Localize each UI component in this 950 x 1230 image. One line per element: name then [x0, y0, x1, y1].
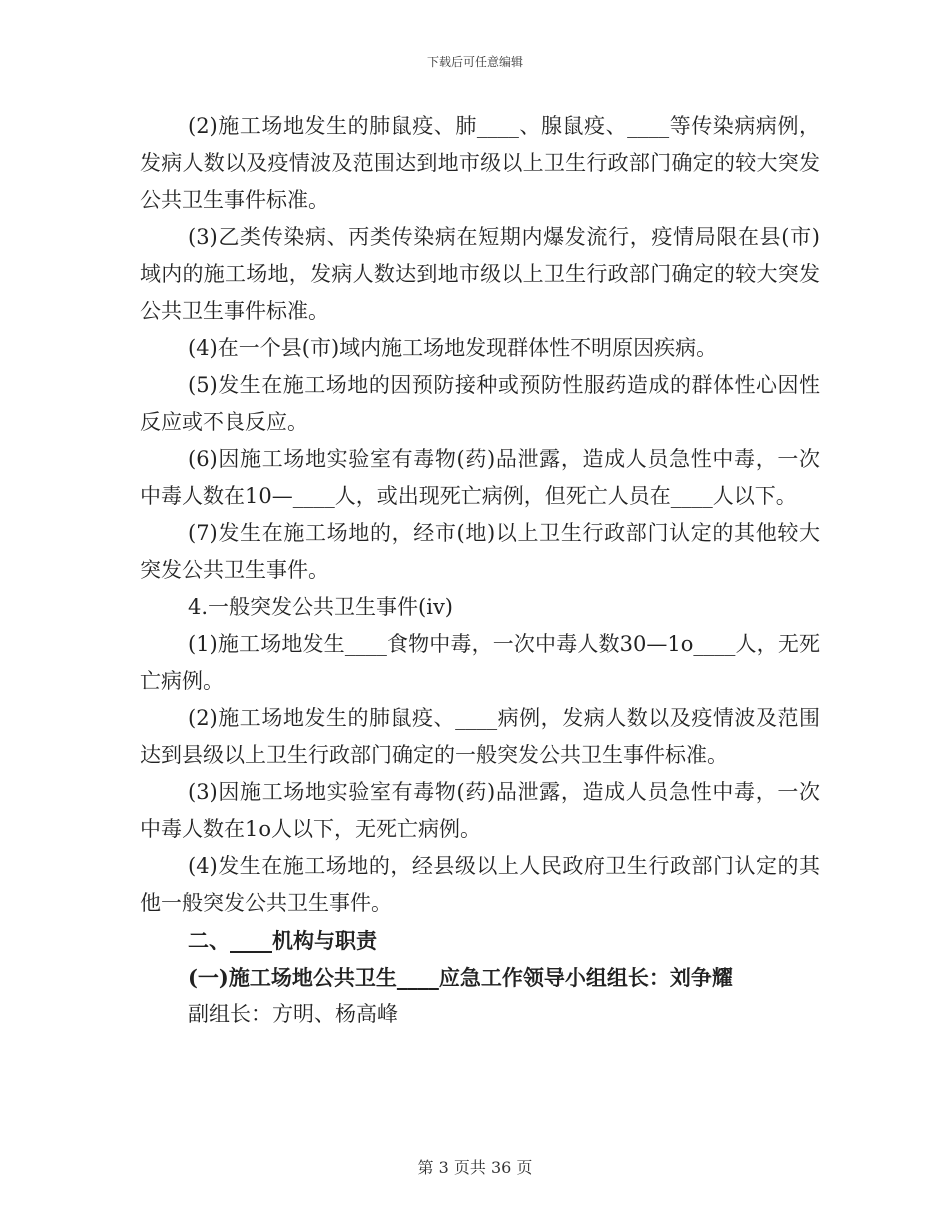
paragraph-5-vaccination: (5)发生在施工场地的因预防接种或预防性服药造成的群体性心因性反应或不良反应。 [140, 373, 820, 434]
document-body [140, 108, 820, 1033]
paragraph-deputy-leaders: 副组长：方明、杨高峰 [188, 1002, 398, 1026]
paragraph-general-2-plague: (2)施工场地发生的肺鼠疫、____病例，发病人数以及疫情波及范围达到县级以上卫生行政部门确定的一般突发公共卫生事件标准。 [140, 706, 820, 767]
paragraph-general-1-food-poisoning: (1)施工场地发生____食物中毒，一次中毒人数30—1o____人，无死亡病例。 [140, 632, 820, 693]
paragraph-3-class-b-c: (3)乙类传染病、丙类传染病在短期内爆发流行，疫情局限在县(市)域内的施工场地，发病人数达到地市级以上卫生行政部门确定的较大突发公共卫生事件标准。 [140, 225, 820, 323]
paragraph-7-other-major: (7)发生在施工场地的，经市(地)以上卫生行政部门认定的其他较大突发公共卫生事件。 [140, 521, 820, 582]
paragraph-general-4-other: (4)发生在施工场地的，经县级以上人民政府卫生行政部门认定的其他一般突发公共卫生事件。 [140, 854, 820, 915]
subsection-heading-leadership: (一)施工场地公共卫生____应急工作领导小组组长：刘争耀 [188, 965, 733, 990]
page-footer: 第 3 页共 36 页 [417, 1158, 533, 1177]
paragraph-2-plague: (2)施工场地发生的肺鼠疫、肺____、腺鼠疫、____等传染病病例，发病人数以及疫情波及范围达到地市级以上卫生行政部门确定的较大突发公共卫生事件标准。 [140, 114, 820, 212]
paragraph-4-unknown-disease: (4)在一个县(市)域内施工场地发现群体性不明原因疾病。 [188, 336, 718, 360]
paragraph-6-lab-leak: (6)因施工场地实验室有毒物(药)品泄露，造成人员急性中毒，一次中毒人数在10—____人，或出现死亡病例，但死亡人员在____人以下。 [140, 447, 820, 508]
section-heading-general-event: 4.一般突发公共卫生事件(iv) [188, 595, 454, 619]
paragraph-general-3-lab-leak: (3)因施工场地实验室有毒物(药)品泄露，造成人员急性中毒，一次中毒人数在1o人以下，无死亡病例。 [140, 780, 820, 841]
section-heading-organization: 二、____机构与职责 [188, 928, 377, 953]
page-header: 下载后可任意编辑 [426, 55, 523, 69]
